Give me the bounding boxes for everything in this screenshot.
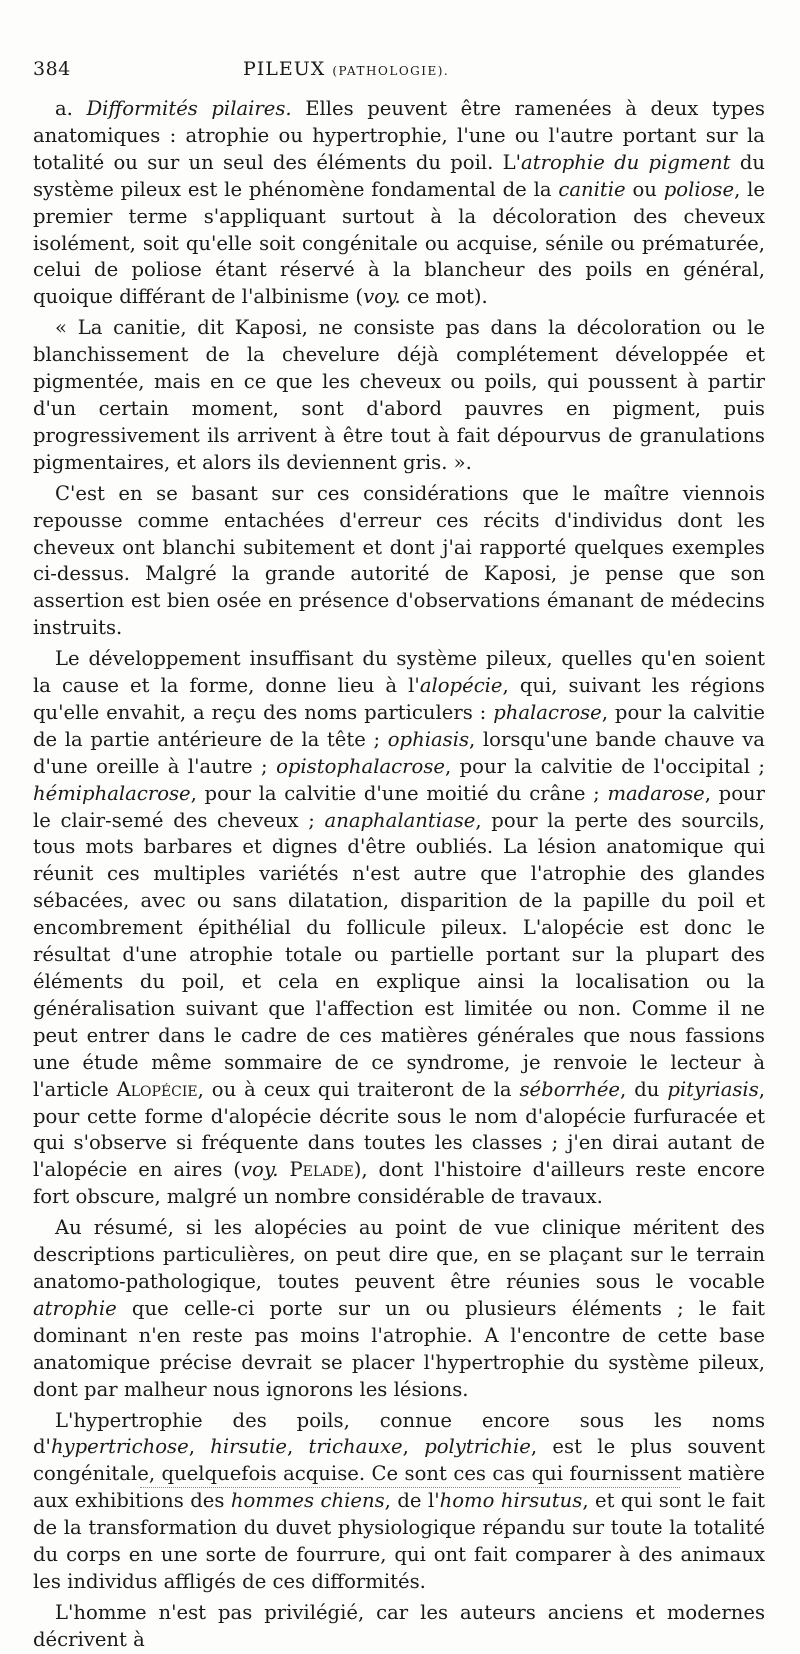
- italic-term: canitie: [558, 177, 626, 201]
- text-run: ,: [402, 1435, 425, 1459]
- paragraph: [33, 646, 765, 1211]
- footer-rule: [140, 1487, 680, 1488]
- text-run: Au résumé, si les alopécies au point de vue clinique méritent des descriptions particulières, on peut dire que, en se plaçant sur le terrain anatomo-pathologique, toutes peuvent être réunies sous le vocable: [33, 1216, 765, 1293]
- text-run: [279, 1158, 290, 1181]
- italic-term: voy.: [363, 285, 401, 309]
- text-run: que celle-ci porte sur un ou plusieurs éléments ; le fait dominant n'en reste pas moins l'atrophie. A l'encontre de cette base anatomique précise devrait se placer l'hypertrophie du système pileux, dont par malheur nous ignorons les lésions.: [33, 1296, 765, 1401]
- italic-term: atrophie du pigment: [521, 150, 731, 174]
- italic-term: phalacrose: [493, 700, 602, 724]
- running-title: [243, 58, 449, 80]
- text-run: , de l': [384, 1489, 440, 1513]
- text-run: du système pileux est le phénomène fondamental de la: [33, 150, 765, 201]
- paragraph: [33, 1408, 765, 1596]
- italic-term: hirsutie: [210, 1435, 287, 1459]
- paragraph: [33, 315, 765, 476]
- italic-term: hémiphalacrose: [33, 781, 191, 805]
- page-number: 384: [33, 58, 71, 80]
- text-run: , et qui sont le fait de la transformation du duvet physiologique répandu sur toute la totalité du corps en une sorte de fourrure, qui ont fait comparer à des animaux les individus affligés de ces difformités.: [33, 1489, 765, 1593]
- text-run: , du: [620, 1077, 668, 1101]
- text-run: Elles peuvent être ramenées à deux types anatomiques : atrophie ou hypertrophie, l'une ou l'autre portant sur la totalité ou sur un seul des éléments du poil. L': [33, 97, 765, 174]
- italic-term: hypertrichose: [50, 1435, 189, 1459]
- italic-term: atrophie: [33, 1296, 117, 1320]
- italic-term: alopécie: [419, 674, 503, 698]
- text-run: ), dont l'histoire d'ailleurs reste encore fort obscure, malgré un nombre considérable de travaux.: [33, 1158, 765, 1209]
- text-run: L'hypertrophie des poils, connue encore sous les noms d': [33, 1408, 765, 1459]
- text-run: Le développement insuffisant du système pileux, quelles qu'en soient la cause et la forme, donne lieu à l': [33, 647, 765, 698]
- text-run: , pour le clair-semé des cheveux ;: [33, 781, 765, 832]
- italic-term: poliose: [663, 177, 735, 201]
- paragraph: [33, 96, 765, 311]
- italic-term: homo hirsutus: [439, 1489, 583, 1513]
- text-run: , pour la calvitie d'une moitié du crâne ;: [190, 781, 608, 805]
- text-run: « La canitie, dit Kaposi, ne consiste pas dans la décoloration ou le blanchissement de la chevelure déjà complétement développée et pigmentée, mais en ce que les cheveux ou poils, qui poussent à partir d'un certain moment, sont d'abord pauvres en pigment, puis progressivement ils arrivent à être tout à fait dépourvus de granulations pigmentaires, et alors ils deviennent gris. ».: [33, 316, 765, 474]
- italic-term: madarose: [607, 781, 705, 805]
- text-run: ,: [286, 1435, 309, 1459]
- text-run: , pour cette forme d'alopécie décrite sous le nom d'alopécie furfuracée et qui s'observe si fréquente dans toutes les classes ; j'en dirai autant de l'alopécie en aires (: [33, 1077, 765, 1182]
- text-run: , qui, suivant les régions qu'elle envahit, a reçu des noms particulers :: [33, 674, 765, 724]
- text-run: , le premier terme s'appliquant surtout à la décoloration des cheveux isolément, soit qu'elle soit congénitale ou acquise, sénile ou prématurée, celui de poliose étant réservé à la blancheur des poils en général, quoique différant de l'albinisme (: [33, 177, 766, 309]
- text-run: ce mot).: [400, 285, 488, 309]
- italic-term: Difformités pilaires.: [86, 97, 292, 120]
- running-title-main: PILEUX: [243, 58, 326, 80]
- running-header: [33, 58, 765, 94]
- text-run: , pour la calvitie de la partie antérieure de la tête ;: [33, 700, 765, 751]
- paragraph: [33, 1215, 765, 1403]
- text-run: , lorsqu'une bande chauve va d'une oreille à l'autre ;: [33, 727, 765, 778]
- italic-term: séborrhée: [519, 1077, 621, 1101]
- running-title-subtitle: (PATHOLOGIE).: [332, 64, 450, 78]
- italic-term: polytrichie: [424, 1435, 531, 1459]
- italic-term: hommes chiens: [230, 1489, 385, 1513]
- text-run: C'est en se basant sur ces considérations que le maître viennois repousse comme entachées d'erreur ces récits d'individus dont les cheveux ont blanchi subitement et dont j'ai rapporté quelques exemples ci-dessus. Malgré la grande autorité de Kaposi, je pense que son assertion est bien osée en présence d'observations émanant de médecins instruits.: [33, 481, 765, 640]
- text-run: ,: [188, 1435, 211, 1459]
- cross-reference: Pelade: [289, 1158, 354, 1182]
- italic-term: ophiasis: [387, 727, 470, 751]
- italic-term: trichauxe: [308, 1435, 403, 1459]
- italic-term: opistophalacrose: [276, 754, 445, 778]
- text-run: , pour la perte des sourcils, tous mots barbares et dignes d'être oubliés. La lésion anatomique qui réunit ces multiples variétés n'est autre que l'atrophie des glandes sébacées, avec ou sans dilatation, disparition de la papille du poil et encombrement épithélial du follicule pileux. L'alopécie est donc le résultat d'une atrophie totale ou partielle portant sur la plupart des éléments du poil, et cela en explique ainsi la localisation ou la généralisation suivant que l'affection est limitée ou non. Comme il ne peut entrer dans le cadre de ces matières générales que nous fassions une étude même sommaire de ce syndrome, je renvoie le lecteur à l'article: [33, 808, 766, 1101]
- text-run: , est le plus souvent congénitale, quelquefois acquise. Ce sont ces cas qui fournissent matière aux exhibitions des: [33, 1435, 765, 1513]
- cross-reference: Alopécie: [116, 1077, 198, 1101]
- italic-term: pityriasis: [667, 1077, 759, 1101]
- text-run: L'homme n'est pas privilégié, car les auteurs anciens et modernes décrivent à: [33, 1600, 765, 1651]
- italic-term: voy.: [240, 1158, 279, 1182]
- paragraph: [33, 481, 765, 642]
- article-body: [33, 96, 765, 1654]
- italic-term: anaphalantiase: [324, 808, 476, 832]
- paragraph: [33, 1600, 765, 1654]
- text-run: , ou à ceux qui traiteront de la: [197, 1077, 520, 1101]
- text-run: a.: [55, 97, 87, 120]
- text-run: ou: [625, 177, 664, 201]
- text-run: , pour la calvitie de l'occipital ;: [444, 754, 765, 778]
